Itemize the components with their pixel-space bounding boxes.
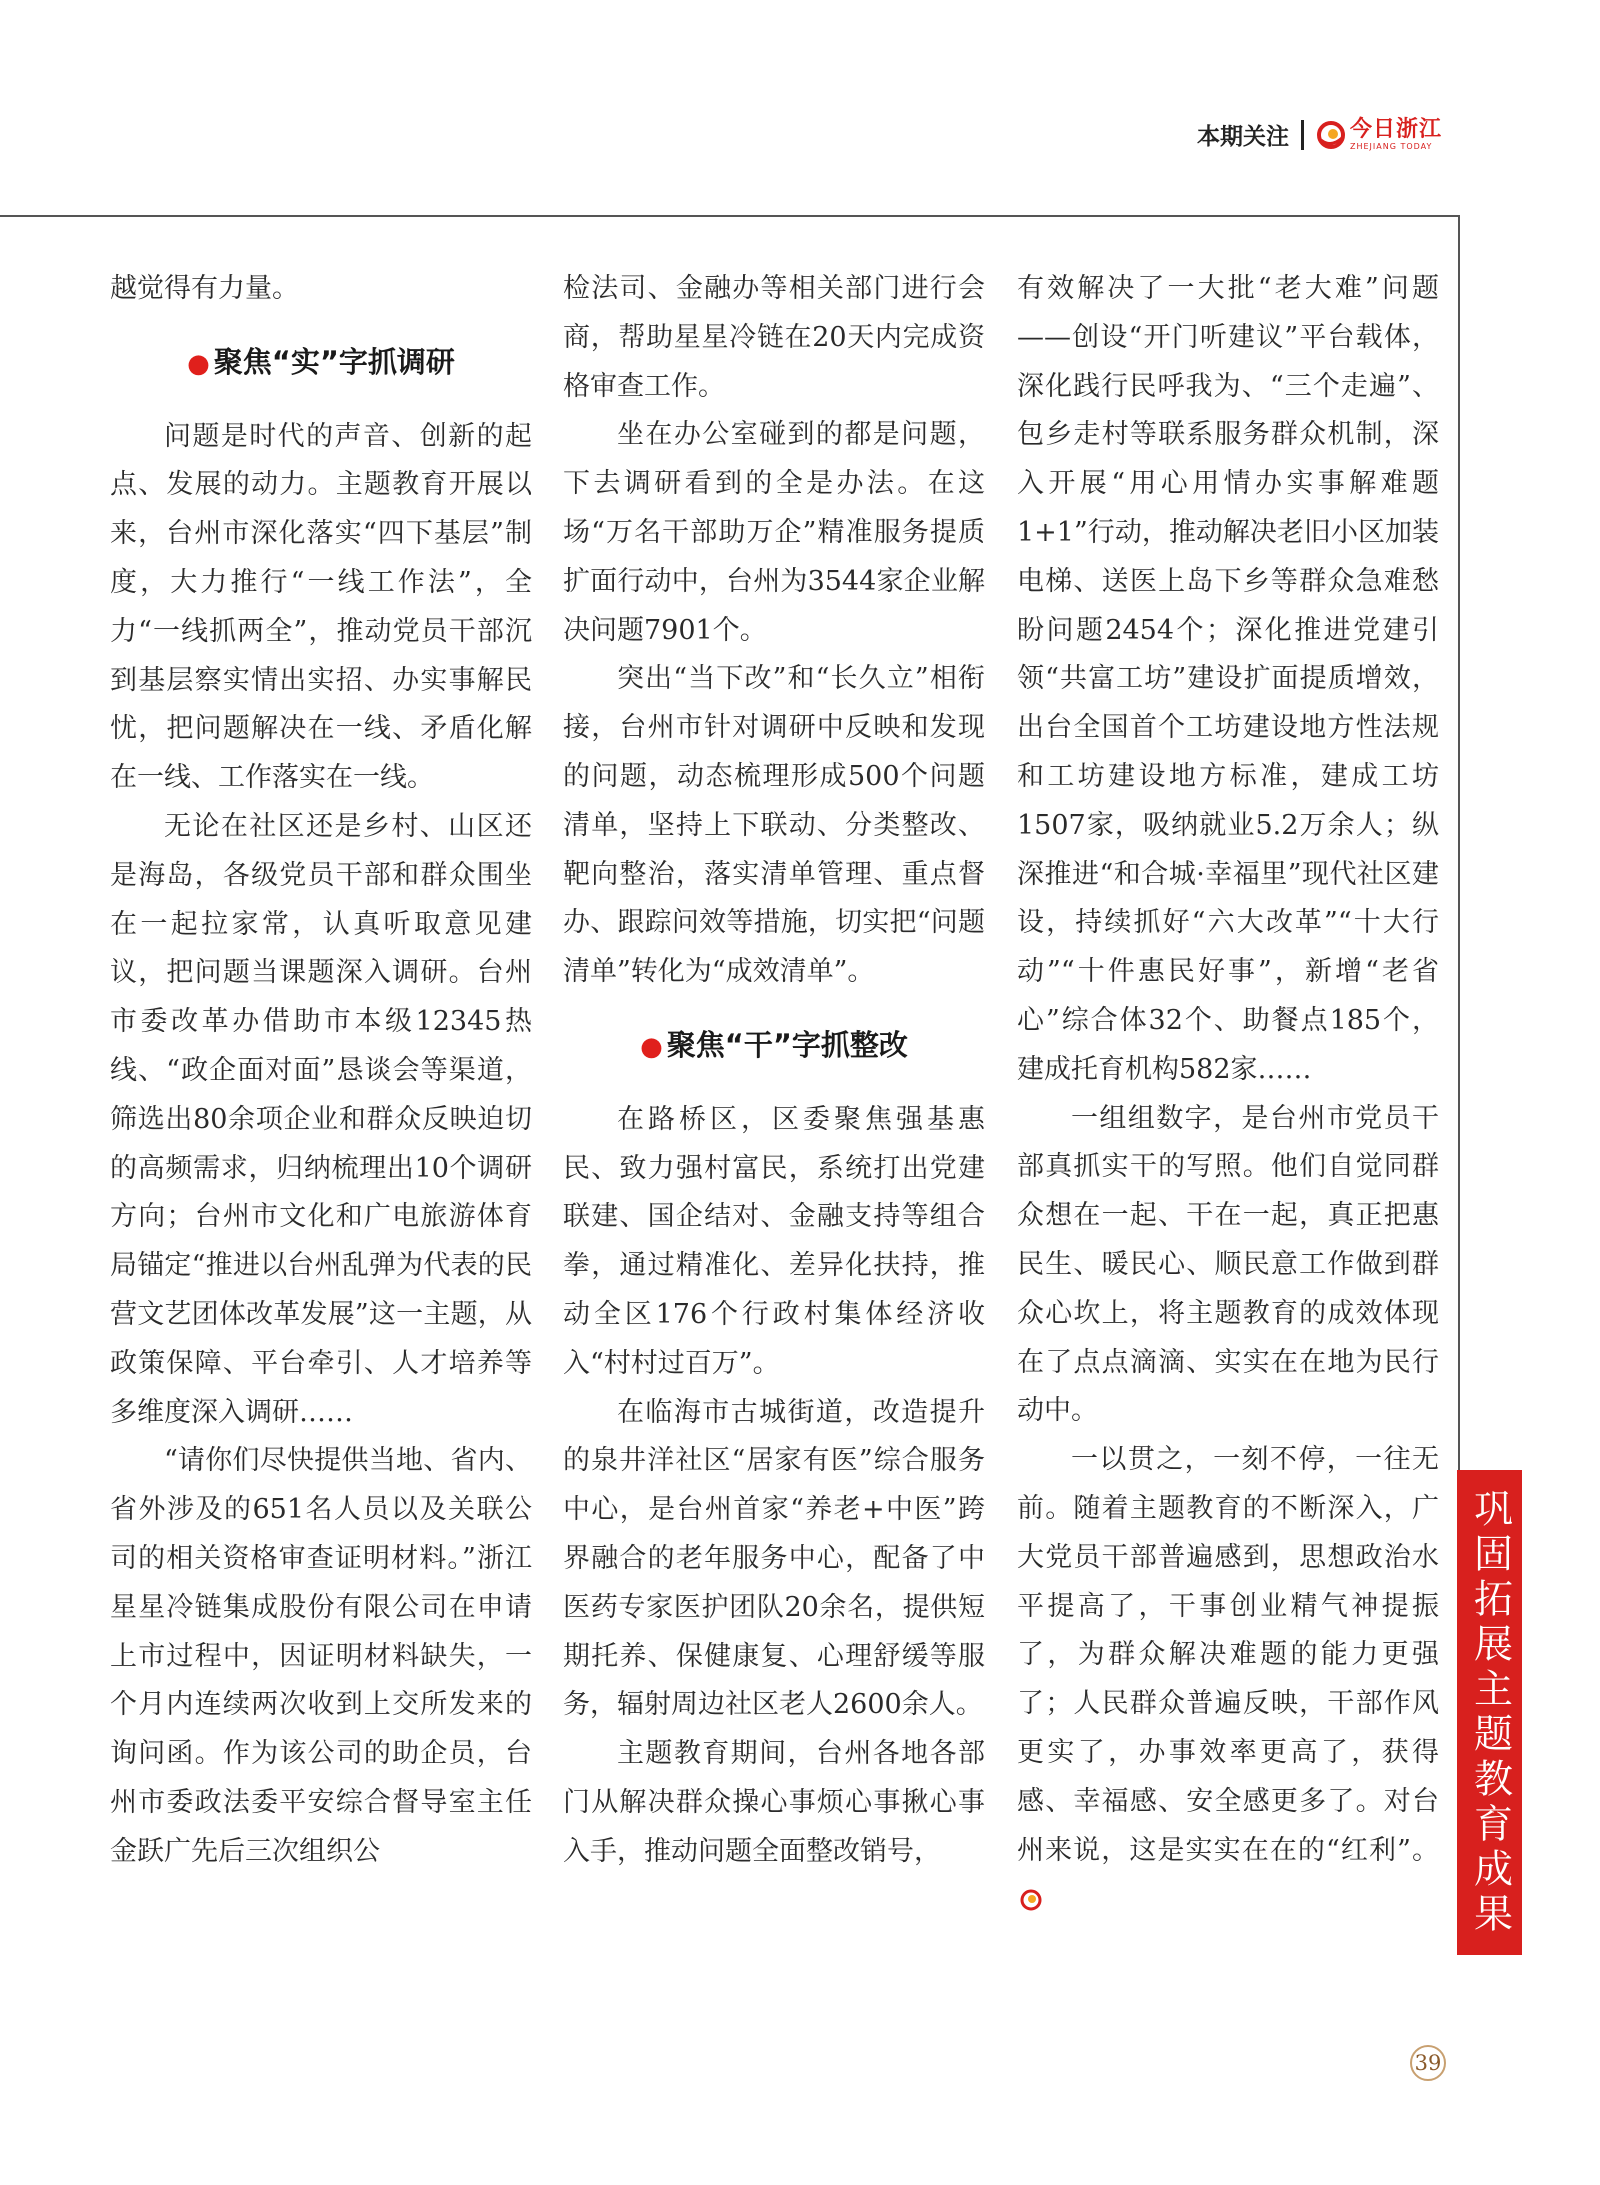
text-column-2 [563, 265, 985, 1877]
side-banner [1457, 1470, 1522, 1955]
paragraph-text: 问题是时代的声音、创新的起点、发展的动力。主题教育开展以来，台州市深化落实“四下基层”制度，大力推行“一线工作法”，全力“一线抓两全”，推动党员干部沉到基层察实情出实招、办实事解民忧，把问题解决在一线、矛盾化解在一线、工作落实在一线。 [110, 420, 532, 794]
paragraph [1017, 265, 1439, 1095]
logo-en-text: ZHEJIANG TODAY [1349, 141, 1433, 151]
paragraph-text: 突出“当下改”和“长久立”相衔接，台州市针对调研中反映和发现的问题，动态梳理形成500个问题清单，坚持上下联动、分类整改、靶向整治，落实清单管理、重点督办、跟踪问效等措施，切实把“问题清单”转化为“成效清单”。 [563, 663, 985, 988]
page-header [1197, 118, 1442, 151]
paragraph-text: 一以贯之，一刻不停，一往无前。随着主题教育的不断深入，广大党员干部普遍感到，思想政治水平提高了，干事创业精气神提振了，为群众解决难题的能力更强了；人民群众普遍反映，干部作风更实了，办事效率更高了，获得感、幸福感、安全感更多了。对台州来说，这是实实在在的“红利”。 [1017, 1444, 1439, 1866]
paragraph [1017, 1436, 1439, 1924]
text-column-3 [1017, 265, 1439, 1924]
paragraph [110, 803, 532, 1437]
bullet-dot-icon: ● [640, 1031, 663, 1062]
paragraph [563, 1096, 985, 1389]
magazine-logo [1316, 116, 1442, 151]
section-heading [563, 1021, 985, 1072]
logo-cn-text: 今日浙江 [1349, 116, 1442, 142]
logo-icon [1316, 120, 1346, 150]
article-end-mark-icon [1019, 1888, 1043, 1912]
paragraph-text: 主题教育期间，台州各地各部门从解决群众操心事烦心事揪心事入手，推动问题全面整改销号， [563, 1738, 985, 1867]
paragraph-text: 坐在办公室碰到的都是问题，下去调研看到的全是办法。在这场“万名干部助万企”精准服务提质扩面行动中，台州为3544家企业解决问题7901个。 [563, 419, 985, 646]
paragraph [563, 411, 985, 655]
paragraph [1017, 1095, 1439, 1437]
text-column-1 [110, 265, 532, 1877]
paragraph-text: 一组组数字，是台州市党员干部真抓实干的写照。他们自觉同群众想在一起、干在一起，真正把惠民生、暖民心、顺民意工作做到群众心坎上，将主题教育的成效体现在了点点滴滴、实实在在地为民行动中。 [1017, 1102, 1439, 1427]
paragraph-text: 无论在社区还是乡村、山区还是海岛，各级党员干部和群众围坐在一起拉家常，认真听取意见建议，把问题当课题深入调研。台州市委改革办借助市本级12345热线、“政企面对面”恳谈会等渠道，筛选出80余项企业和群众反映迫切的高频需求，归纳梳理出10个调研方向；台州市文化和广电旅游体育局锚定“推进以台州乱弹为代表的民营文艺团体改革发展”这一主题，从政策保障、平台牵引、人才培养等多维度深入调研…… [110, 810, 532, 1428]
section-title: 本期关注 [1196, 124, 1289, 150]
page-number: 39 [1410, 2045, 1446, 2081]
paragraph-text: 在临海市古城街道，改造提升的泉井洋社区“居家有医”综合服务中心，是台州首家“养老+中医”跨界融合的老年服务中心，配备了中医药专家医护团队20余名，提供短期托养、保健康复、心理舒缓等服务，辐射周边社区老人2600余人。 [563, 1396, 985, 1721]
section-heading-text: 聚焦“干”字抓整改 [666, 1027, 908, 1062]
section-heading [110, 338, 532, 389]
paragraph [563, 655, 985, 997]
section-heading-text: 聚焦“实”字抓调研 [213, 344, 455, 379]
header-divider [1301, 120, 1304, 150]
paragraph-text: “请你们尽快提供当地、省内、省外涉及的651名人员以及关联公司的相关资格审查证明材料。”浙江星星冷链集成股份有限公司在申请上市过程中，因证明材料缺失，一个月内连续两次收到上交所发来的询问函。作为该公司的助企员，台州市委政法委平安综合督导室主任金跃广先后三次组织公 [110, 1445, 532, 1867]
side-banner-text: 巩固拓展主题教育成果 [1467, 1487, 1513, 1938]
paragraph-text: 有效解决了一大批“老大难”问题——创设“开门听建议”平台载体，深化践行民呼我为、“三个走遍”、包乡走村等联系服务群众机制，深入开展“用心用情办实事解难题1+1”行动，推动解决老旧小区加装电梯、送医上岛下乡等群众急难愁盼问题2454个；深化推进党建引领“共富工坊”建设扩面提质增效，出台全国首个工坊建设地方性法规和工坊建设地方标准，建成工坊1507家，吸纳就业5.2万余人；纵深推进“和合城·幸福里”现代社区建设，持续抓好“六大改革”“十大行动”“十件惠民好事”，新增“老省心”综合体32个、助餐点185个，建成托育机构582家…… [1017, 273, 1439, 1085]
paragraph-text: 越觉得有力量。 [110, 273, 299, 304]
paragraph [110, 265, 532, 314]
paragraph [563, 1730, 985, 1876]
right-rule [1458, 215, 1460, 1510]
paragraph [563, 1389, 985, 1731]
bullet-dot-icon: ● [187, 348, 210, 379]
top-rule [0, 215, 1460, 217]
paragraph [110, 413, 532, 803]
paragraph-text: 检法司、金融办等相关部门进行会商，帮助星星冷链在20天内完成资格审查工作。 [563, 273, 985, 402]
paragraph [563, 265, 985, 411]
paragraph-text: 在路桥区，区委聚焦强基惠民、致力强村富民，系统打出党建联建、国企结对、金融支持等组合拳，通过精准化、差异化扶持，推动全区176个行政村集体经济收入“村村过百万”。 [563, 1103, 985, 1379]
paragraph [110, 1437, 532, 1876]
